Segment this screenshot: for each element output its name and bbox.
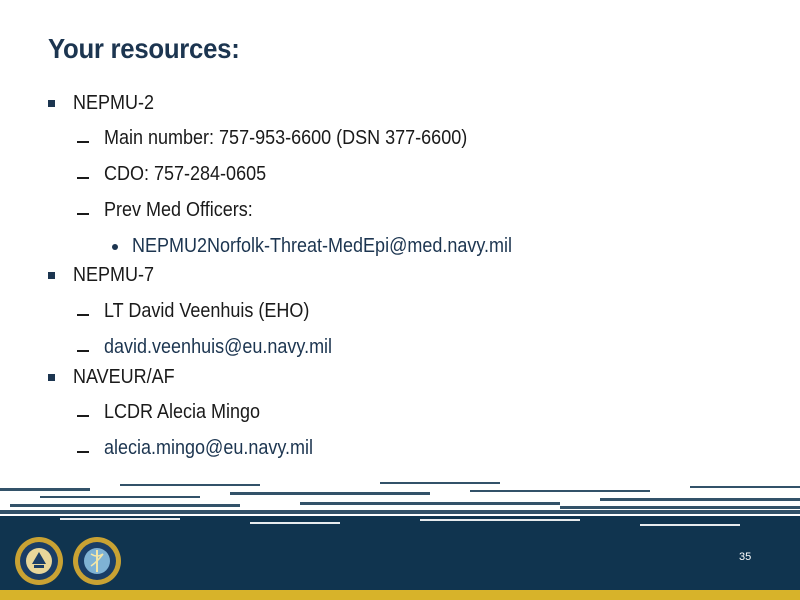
section-label-naveur-af: NAVEUR/AF: [73, 366, 175, 388]
section-label-nepmu-7: NEPMU-7: [73, 264, 155, 286]
slide-title: Your resources:: [48, 33, 240, 64]
dash-bullet-icon: [77, 213, 89, 215]
footer-gold-stripe: [0, 590, 800, 600]
public-health-center-seal-icon: [14, 536, 64, 586]
dash-bullet-icon: [77, 314, 89, 316]
section-label-nepmu-2: NEPMU-2: [73, 92, 155, 114]
mingo-email-link[interactable]: alecia.mingo@eu.navy.mil: [104, 437, 314, 459]
prev-med-officers-text: Prev Med Officers:: [104, 199, 253, 221]
dash-bullet-icon: [77, 177, 89, 179]
veenhuis-email-link[interactable]: david.veenhuis@eu.navy.mil: [104, 336, 333, 358]
dash-bullet-icon: [77, 415, 89, 417]
dash-bullet-icon: [77, 451, 89, 453]
square-bullet-icon: [48, 100, 55, 107]
navy-medicine-seal-icon: [72, 536, 122, 586]
square-bullet-icon: [48, 272, 55, 279]
nepmu2-email-link[interactable]: NEPMU2Norfolk-Threat-MedEpi@med.navy.mil: [132, 235, 513, 257]
cdo-number-text: CDO: 757-284-0605: [104, 163, 267, 185]
page-number: 35: [739, 551, 752, 563]
mingo-name-text: LCDR Alecia Mingo: [104, 401, 261, 423]
square-bullet-icon: [48, 374, 55, 381]
round-bullet-icon: [112, 244, 118, 250]
main-number-text: Main number: 757-953-6600 (DSN 377-6600): [104, 127, 468, 149]
veenhuis-name-text: LT David Veenhuis (EHO): [104, 300, 310, 322]
dash-bullet-icon: [77, 350, 89, 352]
dash-bullet-icon: [77, 141, 89, 143]
